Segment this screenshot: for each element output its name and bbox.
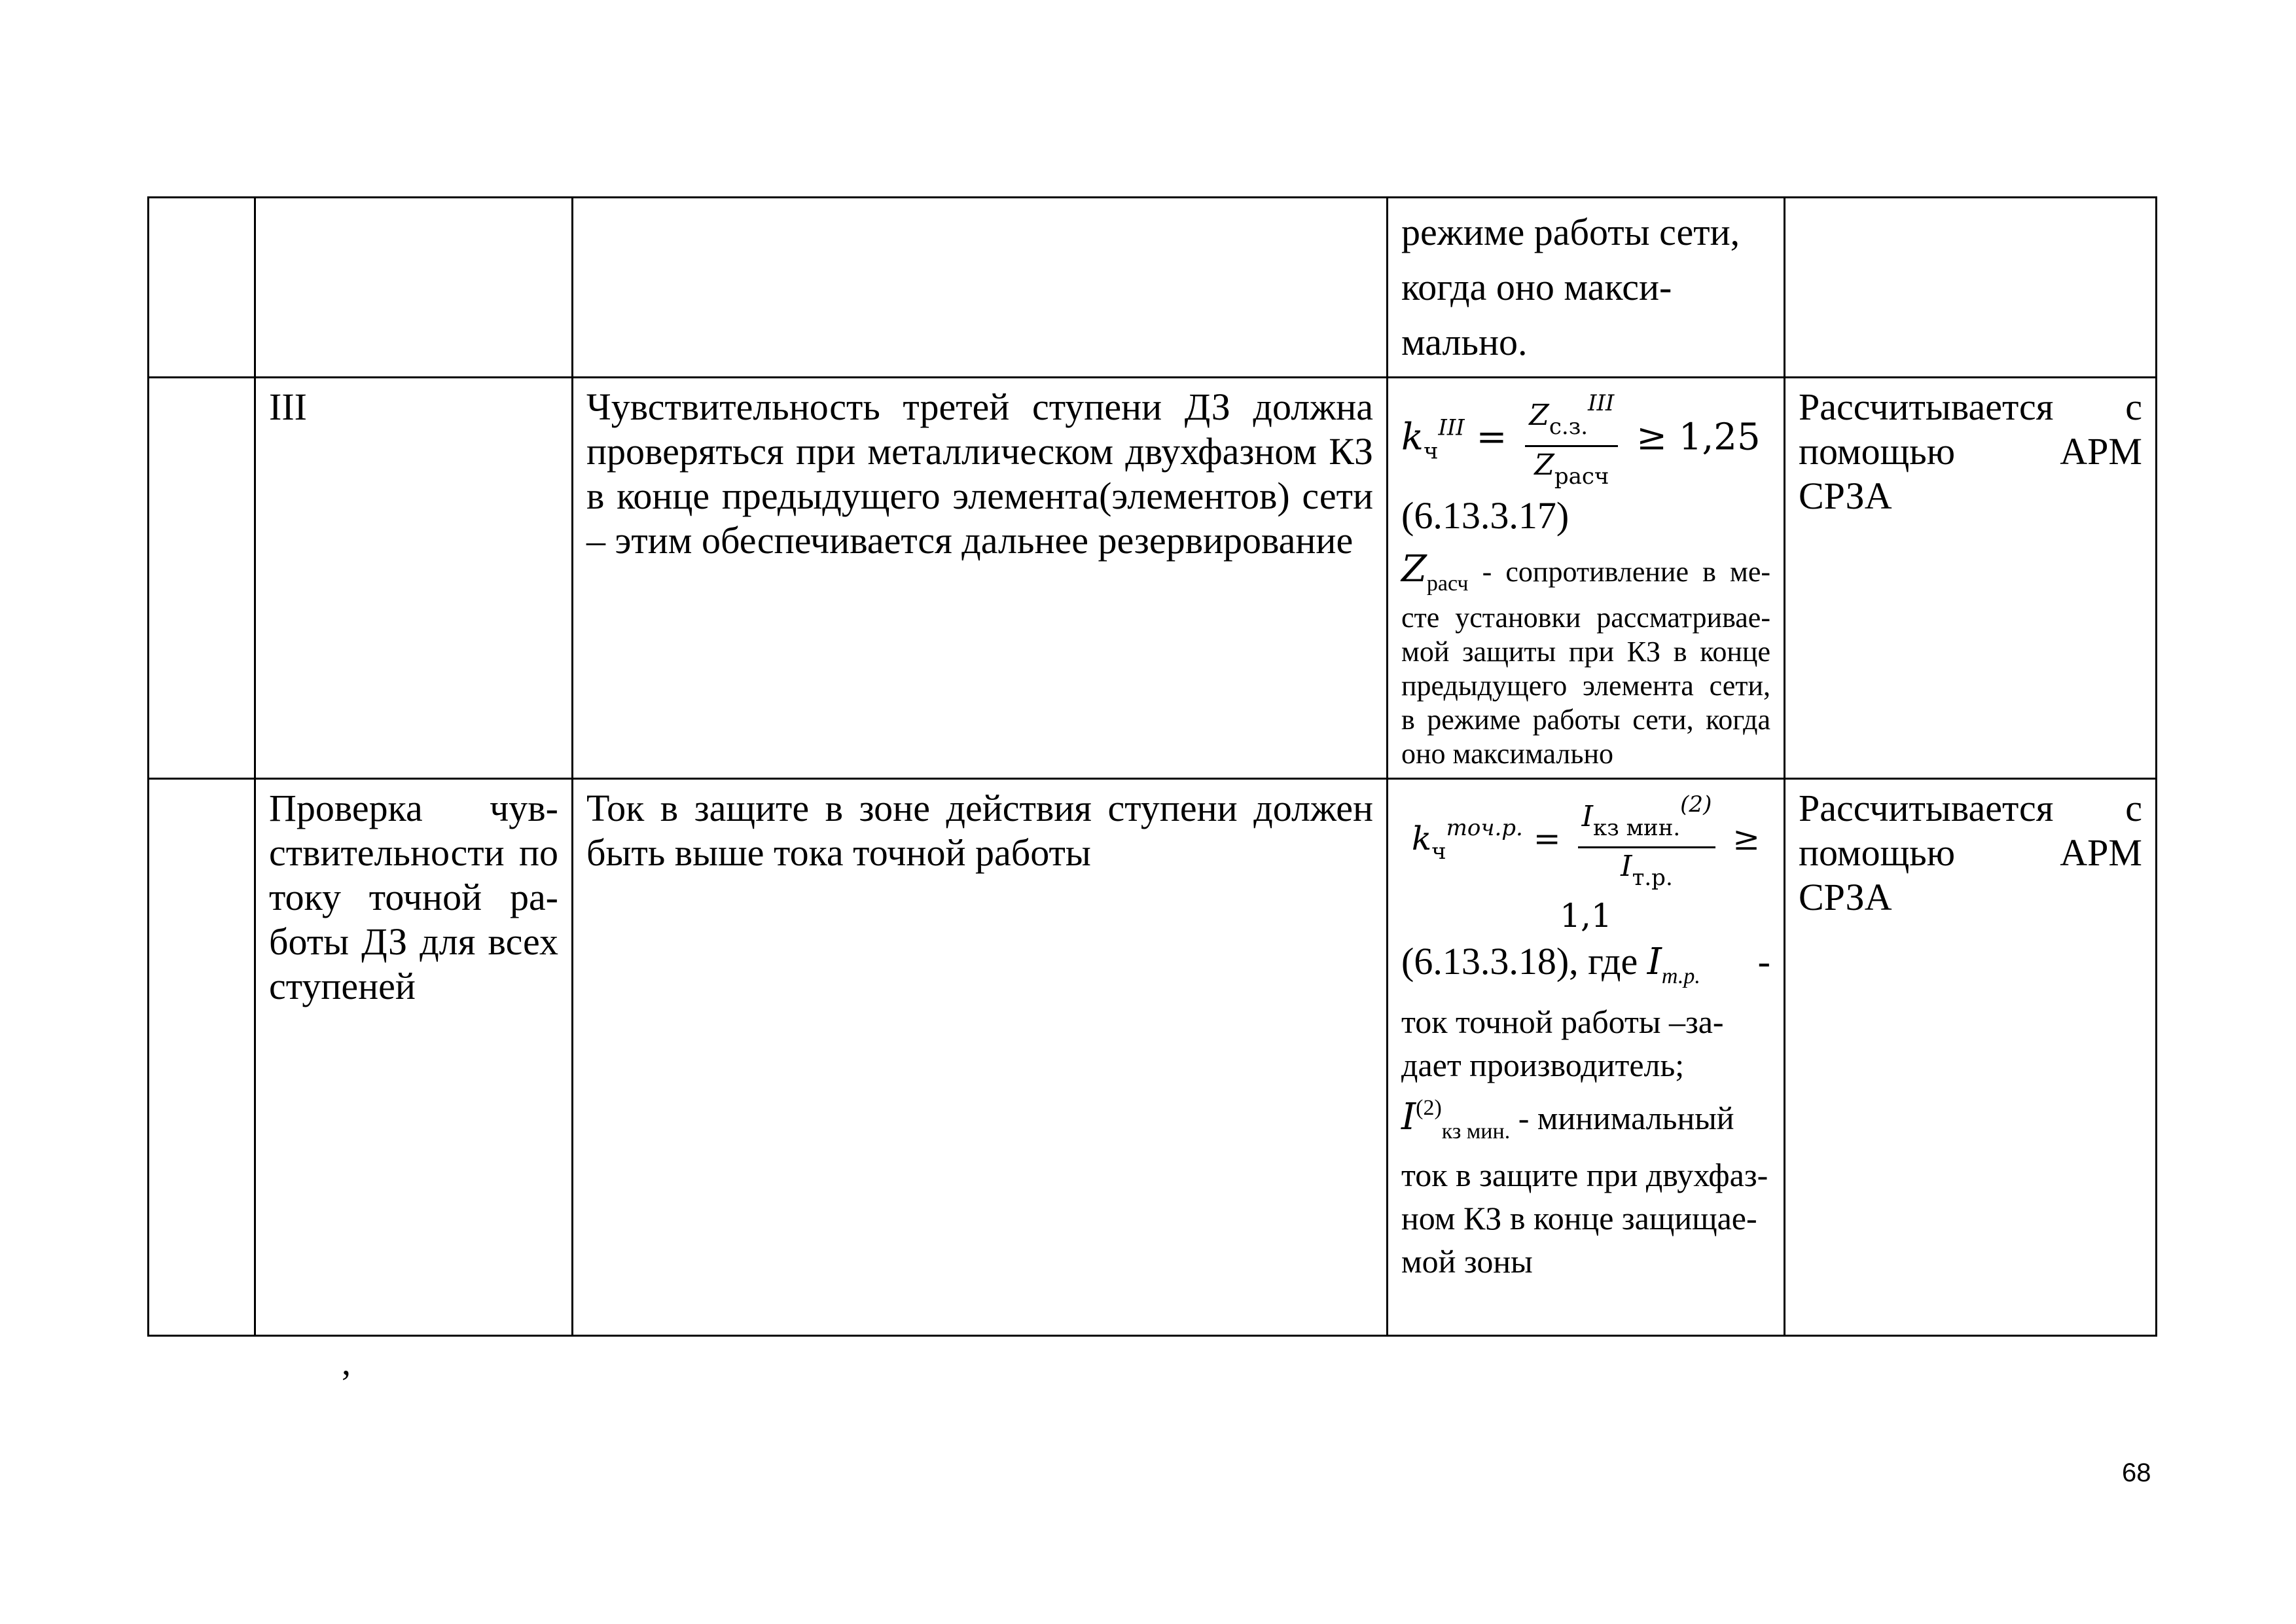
cell-description (573, 378, 1388, 779)
ikz-description: $I^{(2)}_{кз мин.}$ - минимальный ток в защите при двухфаз-ном КЗ в конце защищае-мой зоны (1401, 1096, 1768, 1280)
formula-number: (6.13.3.17) (1401, 494, 1570, 537)
table-row (149, 779, 2157, 1336)
formula-number: (6.13.3.18), где $I_{т.р.}$ - (1401, 940, 1770, 988)
method-text: Рассчитывается с помощью АРМ СРЗА (1799, 787, 2142, 918)
cell-formula (1388, 378, 1785, 779)
description-text: Чувствительность третей ступени ДЗ должна проверяться при металлическом двухфазном КЗ в конце предыдущего элемента(элементов) сети – этим обеспечивается дальнее резервирование (586, 386, 1373, 562)
cell-stage (255, 779, 573, 1336)
formula-fraction: $\frac{I_{кз мин.}^{(2)}}{I_{т.р.}}$ (1578, 789, 1716, 893)
sensitivity-formula-iii: $k_ч^{III}$ = $\frac{Z_{с.з.}^{III}}{Z_{расч}}$ ≥ 1,25 (1401, 388, 1770, 492)
sensitivity-formula-accuracy: $k_ч^{точ.р.}$ = $\frac{I_{кз мин.}^{(2)}}{I_{т.р.}}$ ≥ 1,1 (1401, 789, 1770, 938)
stray-comma: , (342, 1343, 351, 1383)
page-number: 68 (2122, 1458, 2151, 1487)
cell-method (1785, 378, 2157, 779)
cell-description (573, 198, 1388, 378)
cell-description (573, 779, 1388, 1336)
description-text: Ток в защите в зоне действия ступени должен быть выше тока точной работы (586, 787, 1373, 874)
cell-formula (1388, 198, 1785, 378)
cell-number (149, 198, 255, 378)
formula-continuation-text: режиме работы сети, когда оно макси-мально. (1401, 211, 1740, 363)
stage-text: Проверка чув-ствительности по току точной ра-боты ДЗ для всех ступеней (269, 787, 558, 1007)
cell-formula (1388, 779, 1785, 1336)
cell-method (1785, 779, 2157, 1336)
formula-fraction: $\frac{Z_{с.з.}^{III}}{Z_{расч}}$ (1525, 388, 1618, 492)
stage-label: III (269, 386, 307, 428)
cell-number (149, 779, 255, 1336)
protection-settings-table (147, 196, 2157, 1337)
cell-method (1785, 198, 2157, 378)
method-text: Рассчитывается с помощью АРМ СРЗА (1799, 386, 2142, 517)
table-row (149, 378, 2157, 779)
cell-stage (255, 198, 573, 378)
cell-stage (255, 378, 573, 779)
itr-description: ток точной работы –за-дает производитель; (1401, 1003, 1724, 1083)
cell-number (149, 378, 255, 779)
formula-explanation: $Z_{расч}$ - сопротивление в ме-сте установки рассматривае-мой защиты при КЗ в конце предыдущего элемента сети, в режиме работы сети, когда оно максимально (1401, 548, 1770, 770)
table-row (149, 198, 2157, 378)
